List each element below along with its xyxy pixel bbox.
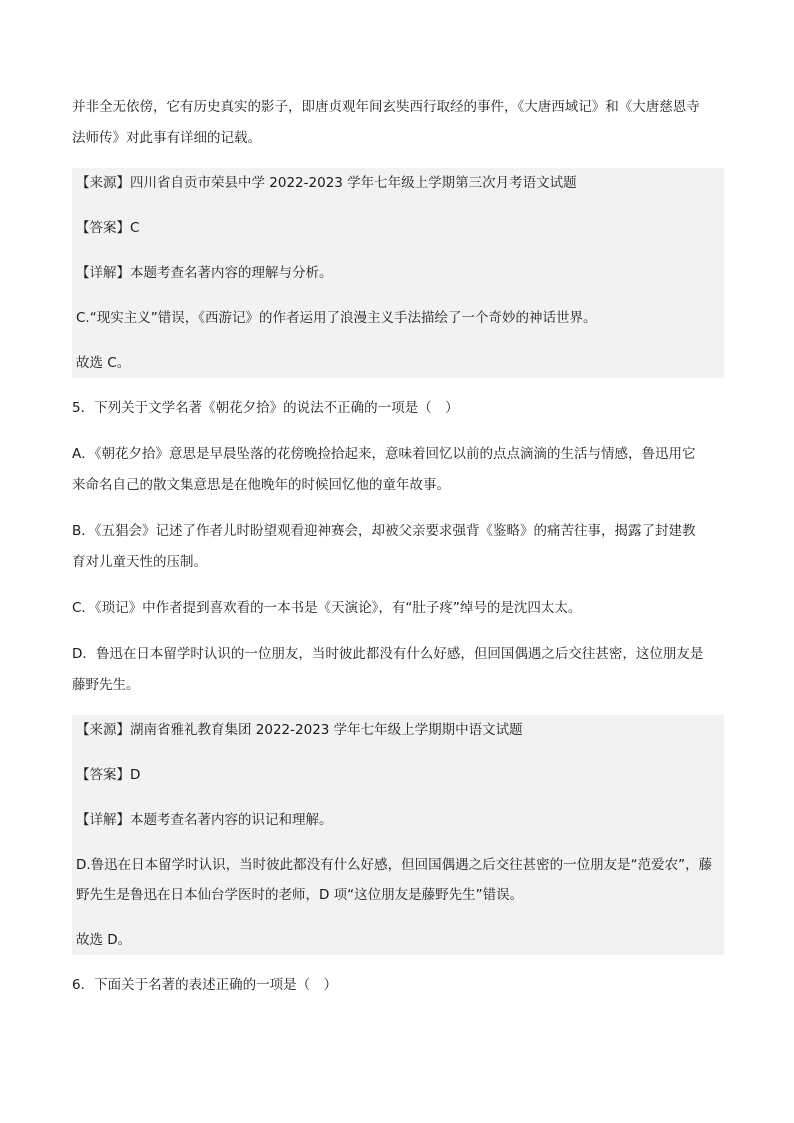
- question-5-option-d-line-2: 藤野先生。: [72, 677, 140, 693]
- question-5-option-d-line-1: D．鲁迅在日本留学时认识的一位朋友，当时彼此都没有什么好感，但回国偶遇之后交往甚密，这位朋友是: [72, 646, 704, 662]
- source-line: 【来源】四川省自贡市荣县中学 2022-2023 学年七年级上学期第三次月考语文试题: [76, 175, 577, 191]
- answer-line: 【答案】C: [76, 220, 140, 236]
- conclusion-line: 故选 C。: [76, 355, 131, 371]
- explanation-line-2: 野先生是鲁迅在日本仙台学医时的老师，D 项“这位朋友是藤野先生”错误。: [76, 887, 524, 903]
- source-line: 【来源】湖南省雅礼教育集团 2022-2023 学年七年级上学期期中语文试题: [76, 722, 523, 738]
- question-5-option-b-line-2: 育对儿童天性的压制。: [72, 554, 207, 570]
- question-5-option-a-line-2: 来命名自己的散文集意思是在他晚年的时候回忆他的童年故事。: [72, 477, 450, 493]
- detail-line: 【详解】本题考查名著内容的识记和理解。: [76, 812, 333, 828]
- answer-line: 【答案】D: [76, 767, 141, 783]
- answer-block-q4: [72, 168, 724, 378]
- question-6-stem: 6．下面关于名著的表述正确的一项是（ ）: [72, 977, 338, 993]
- question-5-stem: 5．下列关于文学名著《朝花夕拾》的说法不正确的一项是（ ）: [72, 400, 459, 416]
- explanation-line: C.“现实主义”错误，《西游记》的作者运用了浪漫主义手法描绘了一个奇妙的神话世界。: [76, 310, 597, 326]
- answer-block-q5: [72, 715, 724, 955]
- question-5-option-a-line-1: A．《朝花夕拾》意思是早晨坠落的花傍晚捡拾起来，意味着回忆以前的点点滴滴的生活与情感，鲁迅用它: [72, 446, 696, 462]
- explanation-line-1: D.鲁迅在日本留学时认识，当时彼此都没有什么好感，但回国偶遇之后交往甚密的一位朋友是“范爱农”，藤: [76, 857, 713, 873]
- intro-line-2: 法师传》对此事有详细的记载。: [72, 130, 261, 146]
- intro-line-1: 并非全无依傍，它有历史真实的影子，即唐贞观年间玄奘西行取经的事件，《大唐西域记》和《大唐慈恩寺: [72, 99, 700, 115]
- document-page: [72, 92, 724, 1001]
- conclusion-line: 故选 D。: [76, 932, 132, 948]
- detail-line: 【详解】本题考查名著内容的理解与分析。: [76, 265, 333, 281]
- question-5-option-b-line-1: B．《五猖会》记述了作者儿时盼望观看迎神赛会，却被父亲要求强背《鉴略》的痛苦往事，揭露了封建教: [72, 523, 696, 539]
- question-5-option-c: C．《琐记》中作者提到喜欢看的一本书是《天演论》，有“肚子疼”绰号的是沈四太太。: [72, 600, 582, 616]
